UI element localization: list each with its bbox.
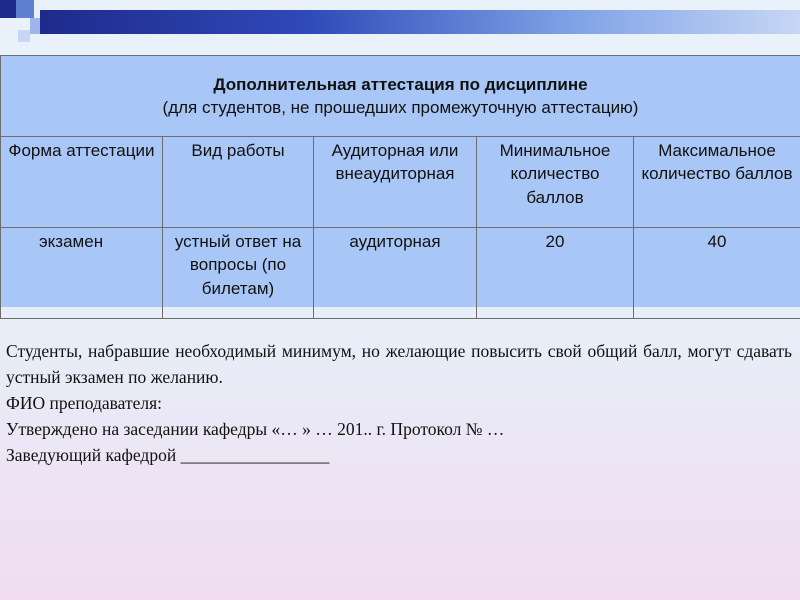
approval-line: Утверждено на заседании кафедры «… » … 201.. г. Протокол № … (6, 419, 505, 439)
table-title-cell (1, 56, 800, 137)
table-cell: 20 (477, 228, 634, 319)
table-cell: 40 (634, 228, 800, 319)
decor-square (18, 30, 30, 42)
table-title: Дополнительная аттестация по дисциплине (213, 74, 588, 94)
top-banner (40, 10, 800, 34)
decor-square (0, 0, 16, 18)
notes-section (6, 338, 792, 468)
column-header: Вид работы (163, 137, 314, 228)
teacher-name-line: ФИО преподавателя: (6, 393, 163, 413)
column-header: Форма аттестации (1, 137, 163, 228)
column-header: Максимальное количество баллов (634, 137, 800, 228)
table-cell: устный ответ на вопросы (по билетам) (163, 228, 314, 319)
table-cell: аудиторная (314, 228, 477, 319)
table-subtitle: (для студентов, не прошедших промежуточную аттестацию) (162, 98, 639, 117)
head-of-department-line: Заведующий кафедрой _________________ (6, 445, 330, 465)
assessment-table (0, 55, 800, 307)
decor-square (16, 0, 34, 18)
table-row (1, 228, 800, 319)
column-header: Аудиторная или внеаудиторная (314, 137, 477, 228)
table-header-row (1, 137, 800, 228)
table-cell: экзамен (1, 228, 163, 319)
notes-paragraph: Студенты, набравшие необходимый минимум, но желающие повысить свой общий балл, могут сдавать устный экзамен по желанию. (6, 341, 792, 387)
column-header: Минимальное количество баллов (477, 137, 634, 228)
